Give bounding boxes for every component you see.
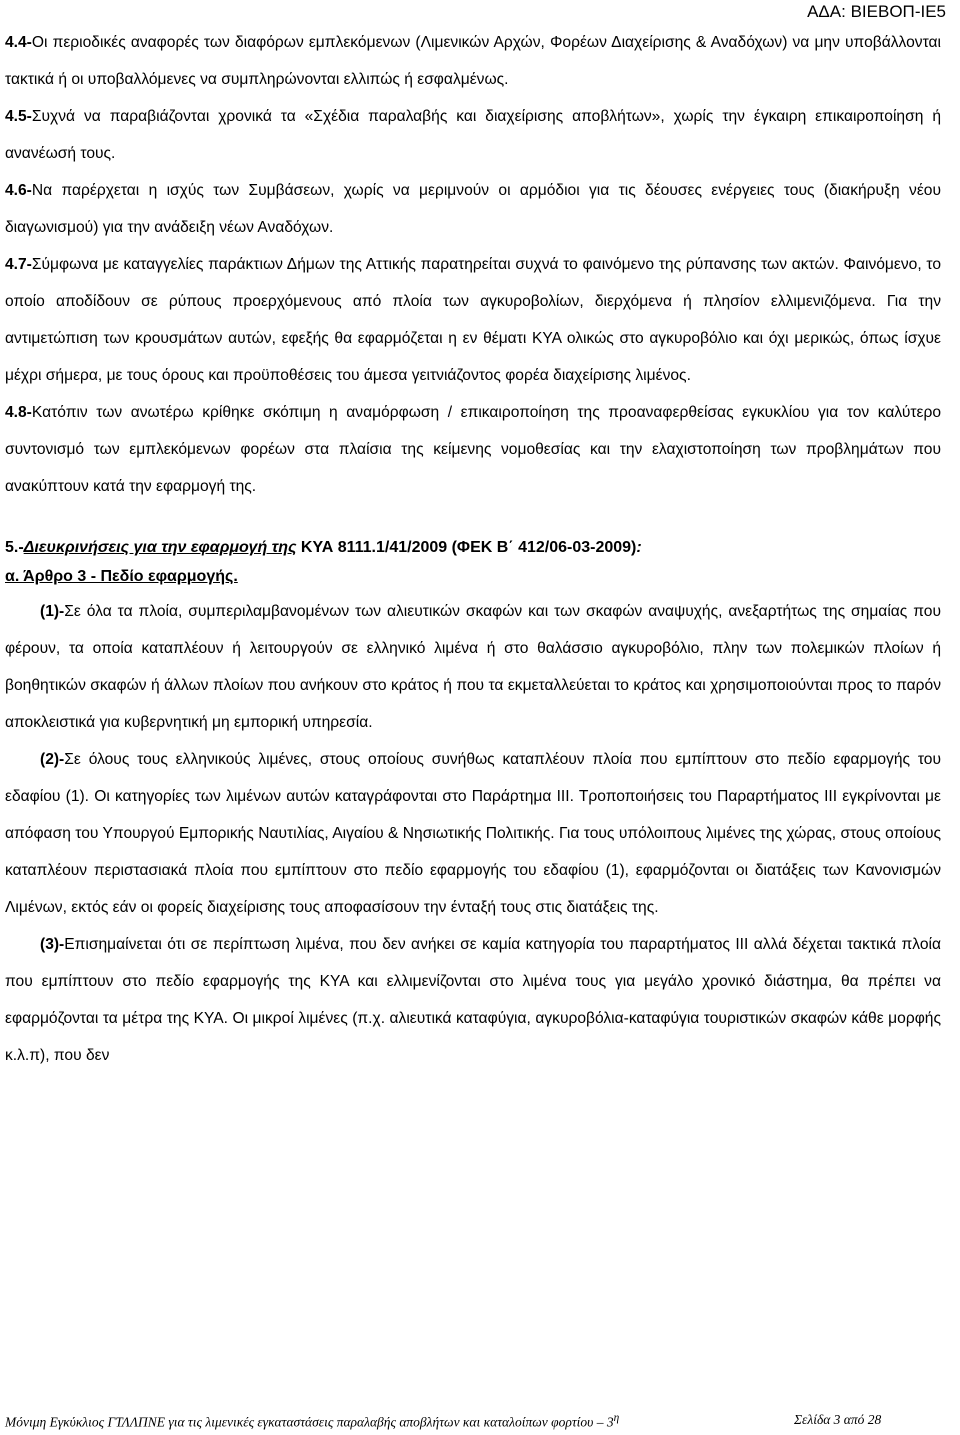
section-colon: : bbox=[636, 539, 642, 556]
paragraph-number: (3)- bbox=[40, 936, 65, 953]
item-4-6 bbox=[5, 172, 941, 246]
section-reference: ΚΥΑ 8111.1/41/2009 (ΦΕΚ Β΄ 412/06-03-2009) bbox=[296, 539, 637, 556]
item-4-4 bbox=[5, 24, 941, 98]
item-text: Να παρέρχεται η ισχύς των Συμβάσεων, χωρίς να μεριμνούν οι αρμόδιοι για τις δέουσες ενέργειες τους (διακήρυξη νέου διαγωνισμού) για την ανάδειξη νέων Αναδόχων. bbox=[5, 182, 941, 236]
section-number: 5.- bbox=[5, 539, 24, 556]
article-heading bbox=[5, 562, 941, 591]
section-5-heading bbox=[5, 533, 941, 562]
document-body bbox=[5, 24, 941, 1074]
item-number: 4.7- bbox=[5, 256, 32, 273]
paragraph-number: (2)- bbox=[40, 751, 65, 768]
page-number: Σελίδα 3 από 28 bbox=[794, 1412, 882, 1427]
paragraph-2 bbox=[5, 741, 941, 926]
paragraph-3 bbox=[5, 926, 941, 1074]
item-4-5 bbox=[5, 98, 941, 172]
item-number: 4.8- bbox=[5, 404, 32, 421]
paragraph-1 bbox=[5, 593, 941, 741]
paragraph-number: (1)- bbox=[40, 603, 65, 620]
item-number: 4.6- bbox=[5, 182, 32, 199]
item-text: Κατόπιν των ανωτέρω κρίθηκε σκόπιμη η αναμόρφωση / επικαιροποίηση της προαναφερθείσας εγκυκλίου για τον καλύτερο συντονισμό των εμπλεκόμενων φορέων στα πλαίσια της κείμενης νομοθεσίας και την ελαχιστοποίηση των προβλημάτων που ανακύπτουν κατά την εφαρμογή της. bbox=[5, 404, 941, 495]
item-number: 4.5- bbox=[5, 108, 32, 125]
footer-title: Μόνιμη Εγκύκλιος ΓΤΛΛΠΝΕ για τις λιμενικές εγκαταστάσεις παραλαβής αποβλήτων και καταλοίπων φορτίου – 3 bbox=[5, 1414, 614, 1430]
item-number: 4.4- bbox=[5, 34, 32, 51]
section-title: Διευκρινήσεις για την εφαρμογή της bbox=[23, 539, 297, 556]
item-text: Οι περιοδικές αναφορές των διαφόρων εμπλεκόμενων (Λιμενικών Αρχών, Φορέων Διαχείρισης & Αναδόχων) να μην υποβάλλονται τακτικά ή οι υποβαλλόμενες να συμπληρώνονται ελλιπώς ή εσφαλμένως. bbox=[5, 34, 941, 88]
paragraph-text: Σε όλα τα πλοία, συμπεριλαμβανομένων των αλιευτικών σκαφών και των σκαφών αναψυχής, ανεξαρτήτως της σημαίας που φέρουν, τα οποία καταπλέουν ή λειτουργούν σε ελληνικό λιμένα ή στο θαλάσσιο αγκυροβόλιο, πλην των πολεμικών πλοίων ή βοηθητικών σκαφών ή άλλων πλοίων που ανήκουν στο κράτος ή που τα εκμεταλλεύεται το κράτος και χρησιμοποιούνται προς το παρόν αποκλειστικά για κυβερνητική μη εμπορική υπηρεσία. bbox=[5, 603, 941, 731]
paragraph-text: Σε όλους τους ελληνικούς λιμένες, στους οποίους συνήθως καταπλέουν πλοία που εμπίπτουν στο πεδίο εφαρμογής του εδαφίου (1). Οι κατηγορίες των λιμένων αυτών καταγράφονται στο Παράρτημα ΙΙΙ. Τροποποιήσεις του Παραρτήματος ΙΙΙ εγκρίνονται με απόφαση του Υπουργού Εμπορικής Ναυτιλίας, Αιγαίου & Νησιωτικής Πολιτικής. Για τους υπόλοιπους λιμένες της χώρας, στους οποίους καταπλέουν περιστασιακά πλοία που εμπίπτουν στο πεδίο εφαρμογής του εδαφίου (1), εφαρμόζονται οι διατάξεις των Κανονισμών Λιμένων, εκτός εάν οι φορείς διαχείρισης τους αποφασίσουν την ένταξή τους στις διατάξεις της. bbox=[5, 751, 941, 916]
ada-code: ΑΔΑ: ΒΙΕΒΟΠ-ΙΕ5 bbox=[807, 2, 946, 21]
paragraph-text: Επισημαίνεται ότι σε περίπτωση λιμένα, που δεν ανήκει σε καμία κατηγορία του παραρτήματος ΙΙΙ αλλά δέχεται τακτικά πλοία που εμπίπτουν στο πεδίο εφαρμογής της ΚΥΑ και ελλιμενίζονται στο λιμένα τους για μεγάλο χρονικό διάστημα, θα πρέπει να εφαρμόζονται τα μέτρα της ΚΥΑ. Οι μικροί λιμένες (π.χ. αλιευτικά καταφύγια, αγκυροβόλια-καταφύγια τουριστικών σκαφών κάθε μορφής κ.λ.π), που δεν bbox=[5, 936, 941, 1064]
item-4-8 bbox=[5, 394, 941, 505]
item-text: Συχνά να παραβιάζονται χρονικά τα «Σχέδια παραλαβής και διαχείρισης αποβλήτων», χωρίς την έγκαιρη επικαιροποίηση ή ανανέωσή τους. bbox=[5, 108, 941, 162]
item-text: Σύμφωνα με καταγγελίες παράκτιων Δήμων της Αττικής παρατηρείται συχνά το φαινόμενο της ρύπανσης των ακτών. Φαινόμενο, το οποίο αποδίδουν σε ρύπους προερχόμενους από πλοία των αγκυροβολίων, διερχόμενα ή πλησίον ελλιμενιζόμενα. Για την αντιμετώπιση των κρουσμάτων αυτών, εφεξής θα εφαρμόζεται η εν θέματι ΚΥΑ ολικώς στο αγκυροβόλιο και όχι μερικώς, όπως ίσχυε μέχρι σήμερα, με τους όρους και προϋποθέσεις του άμεσα γειτνιάζοντος φορέα διαχείρισης λιμένος. bbox=[5, 256, 941, 384]
article-title: α. Άρθρο 3 - Πεδίο εφαρμογής. bbox=[5, 568, 238, 585]
item-4-7 bbox=[5, 246, 941, 394]
footer-superscript: η bbox=[613, 1412, 620, 1424]
page-footer bbox=[5, 1412, 941, 1431]
